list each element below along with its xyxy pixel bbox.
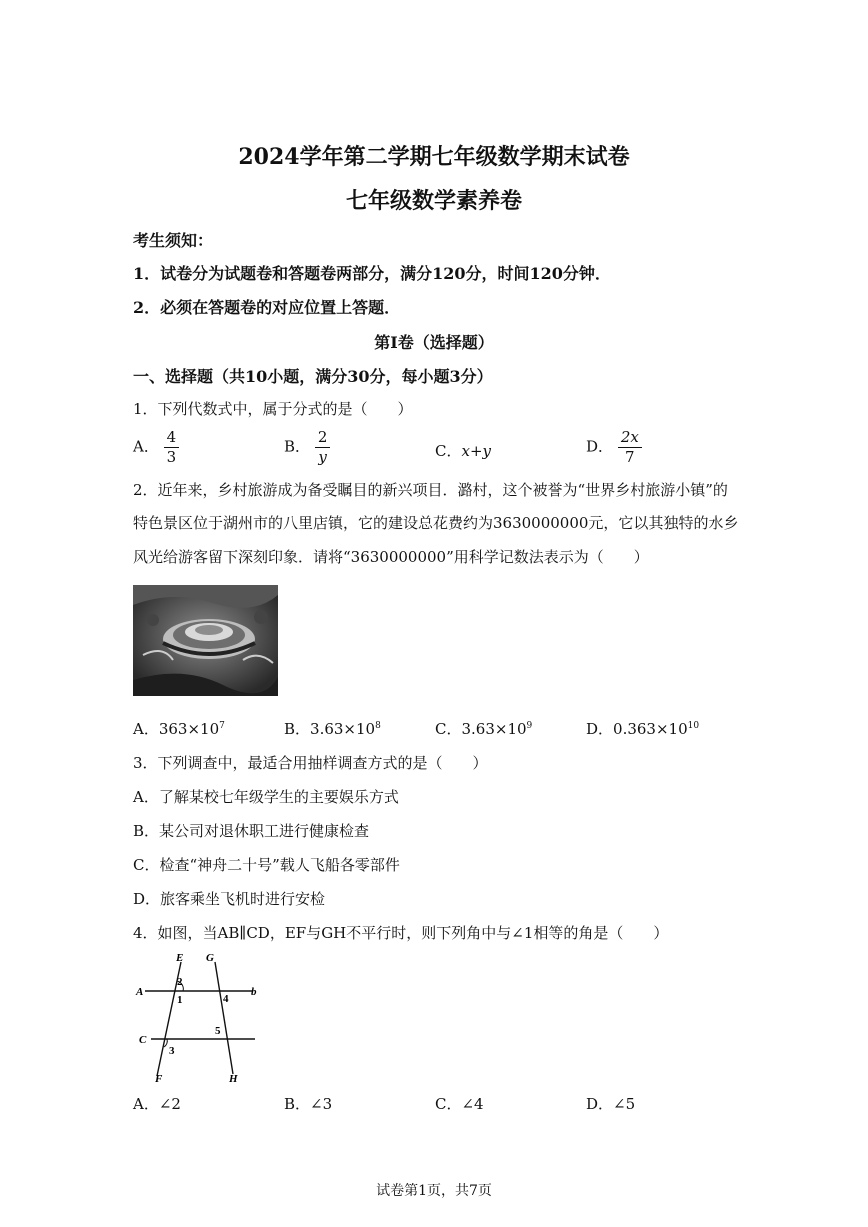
q2-option-b: B．$3.63\times 10^8$ — [284, 720, 381, 738]
q3-option-a: A．了解某校七年级学生的主要娱乐方式 — [133, 788, 399, 806]
angle-label-5: 5 — [215, 1025, 221, 1037]
label-a: A — [136, 986, 144, 998]
angle-label-2: 2 — [177, 976, 183, 988]
q4-stem: 4．如图，当AB∥CD，EF与GH不平行时，则下列角中与∠1相等的角是（ ） — [133, 924, 669, 942]
q4-option-d: D．∠5 — [586, 1095, 636, 1113]
notice-heading: 考生须知： — [133, 231, 214, 250]
q2-line-3: 风光给游客留下深刻印象．请将“3630000000”用科学记数法表示为（ ） — [133, 548, 649, 566]
label-h: H — [229, 1073, 238, 1085]
q1-option-b: B． $\frac{2}{y}$ — [284, 428, 330, 467]
q1-option-c: C．x+y — [435, 442, 491, 460]
exam-title: 2024学年第二学期七年级数学期末试卷 — [238, 144, 630, 170]
q2-line-2: 特色景区位于湖州市的八里店镇，它的建设总花费约为3630000000元，它以其独特的水乡 — [133, 514, 739, 532]
q4-option-a: A．∠2 — [133, 1095, 181, 1113]
q2-option-a: A．$363\times 10^7$ — [133, 720, 225, 738]
q1-stem: 1．下列代数式中，属于分式的是（ ） — [133, 400, 413, 418]
q1-option-d: D． $\frac{2x}{7}$ — [586, 428, 642, 467]
notice-item-2: 2．必须在答题卷的对应位置上答题． — [133, 298, 401, 317]
line-gh — [215, 962, 233, 1074]
q3-option-c: C．检查“神舟二十号”载人飞船各零部件 — [133, 856, 400, 874]
angle-label-1: 1 — [177, 994, 183, 1006]
label-e: E — [176, 952, 184, 964]
section-heading: 一、选择题（共10小题，满分30分，每小题3分） — [133, 367, 493, 386]
parallel-lines-figure — [133, 948, 263, 1086]
q3-stem: 3．下列调查中，最适合用抽样调查方式的是（ ） — [133, 754, 488, 772]
page-footer: 试卷第1页，共7页 — [376, 1183, 492, 1199]
village-photo — [133, 585, 278, 696]
q3-option-d: D．旅客乘坐飞机时进行安检 — [133, 890, 326, 908]
q3-option-b: B．某公司对退休职工进行健康检查 — [133, 822, 370, 840]
angle-label-4: 4 — [223, 993, 229, 1005]
angle-label-3: 3 — [169, 1045, 175, 1057]
label-b: b — [251, 986, 257, 998]
label-g: G — [206, 952, 214, 964]
q1-option-a: A． $\frac{4}{3}$ — [133, 428, 179, 467]
exam-subtitle: 七年级数学素养卷 — [345, 188, 522, 214]
label-f: F — [155, 1073, 163, 1085]
volume-heading: 第Ⅰ卷（选择题） — [374, 333, 494, 352]
label-c: C — [139, 1034, 147, 1046]
q4-option-b: B．∠3 — [284, 1095, 333, 1113]
notice-item-1: 1．试卷分为试题卷和答题卷两部分，满分120分，时间120分钟． — [133, 264, 611, 283]
q2-option-c: C．$3.63\times 10^9$ — [435, 720, 533, 738]
q4-option-c: C．∠4 — [435, 1095, 484, 1113]
q2-line-1: 2．近年来，乡村旅游成为备受瞩目的新兴项目．潞村，这个被誉为“世界乡村旅游小镇”的 — [133, 481, 728, 499]
q2-option-d: D．$0.363\times 10^{10}$ — [586, 720, 700, 738]
